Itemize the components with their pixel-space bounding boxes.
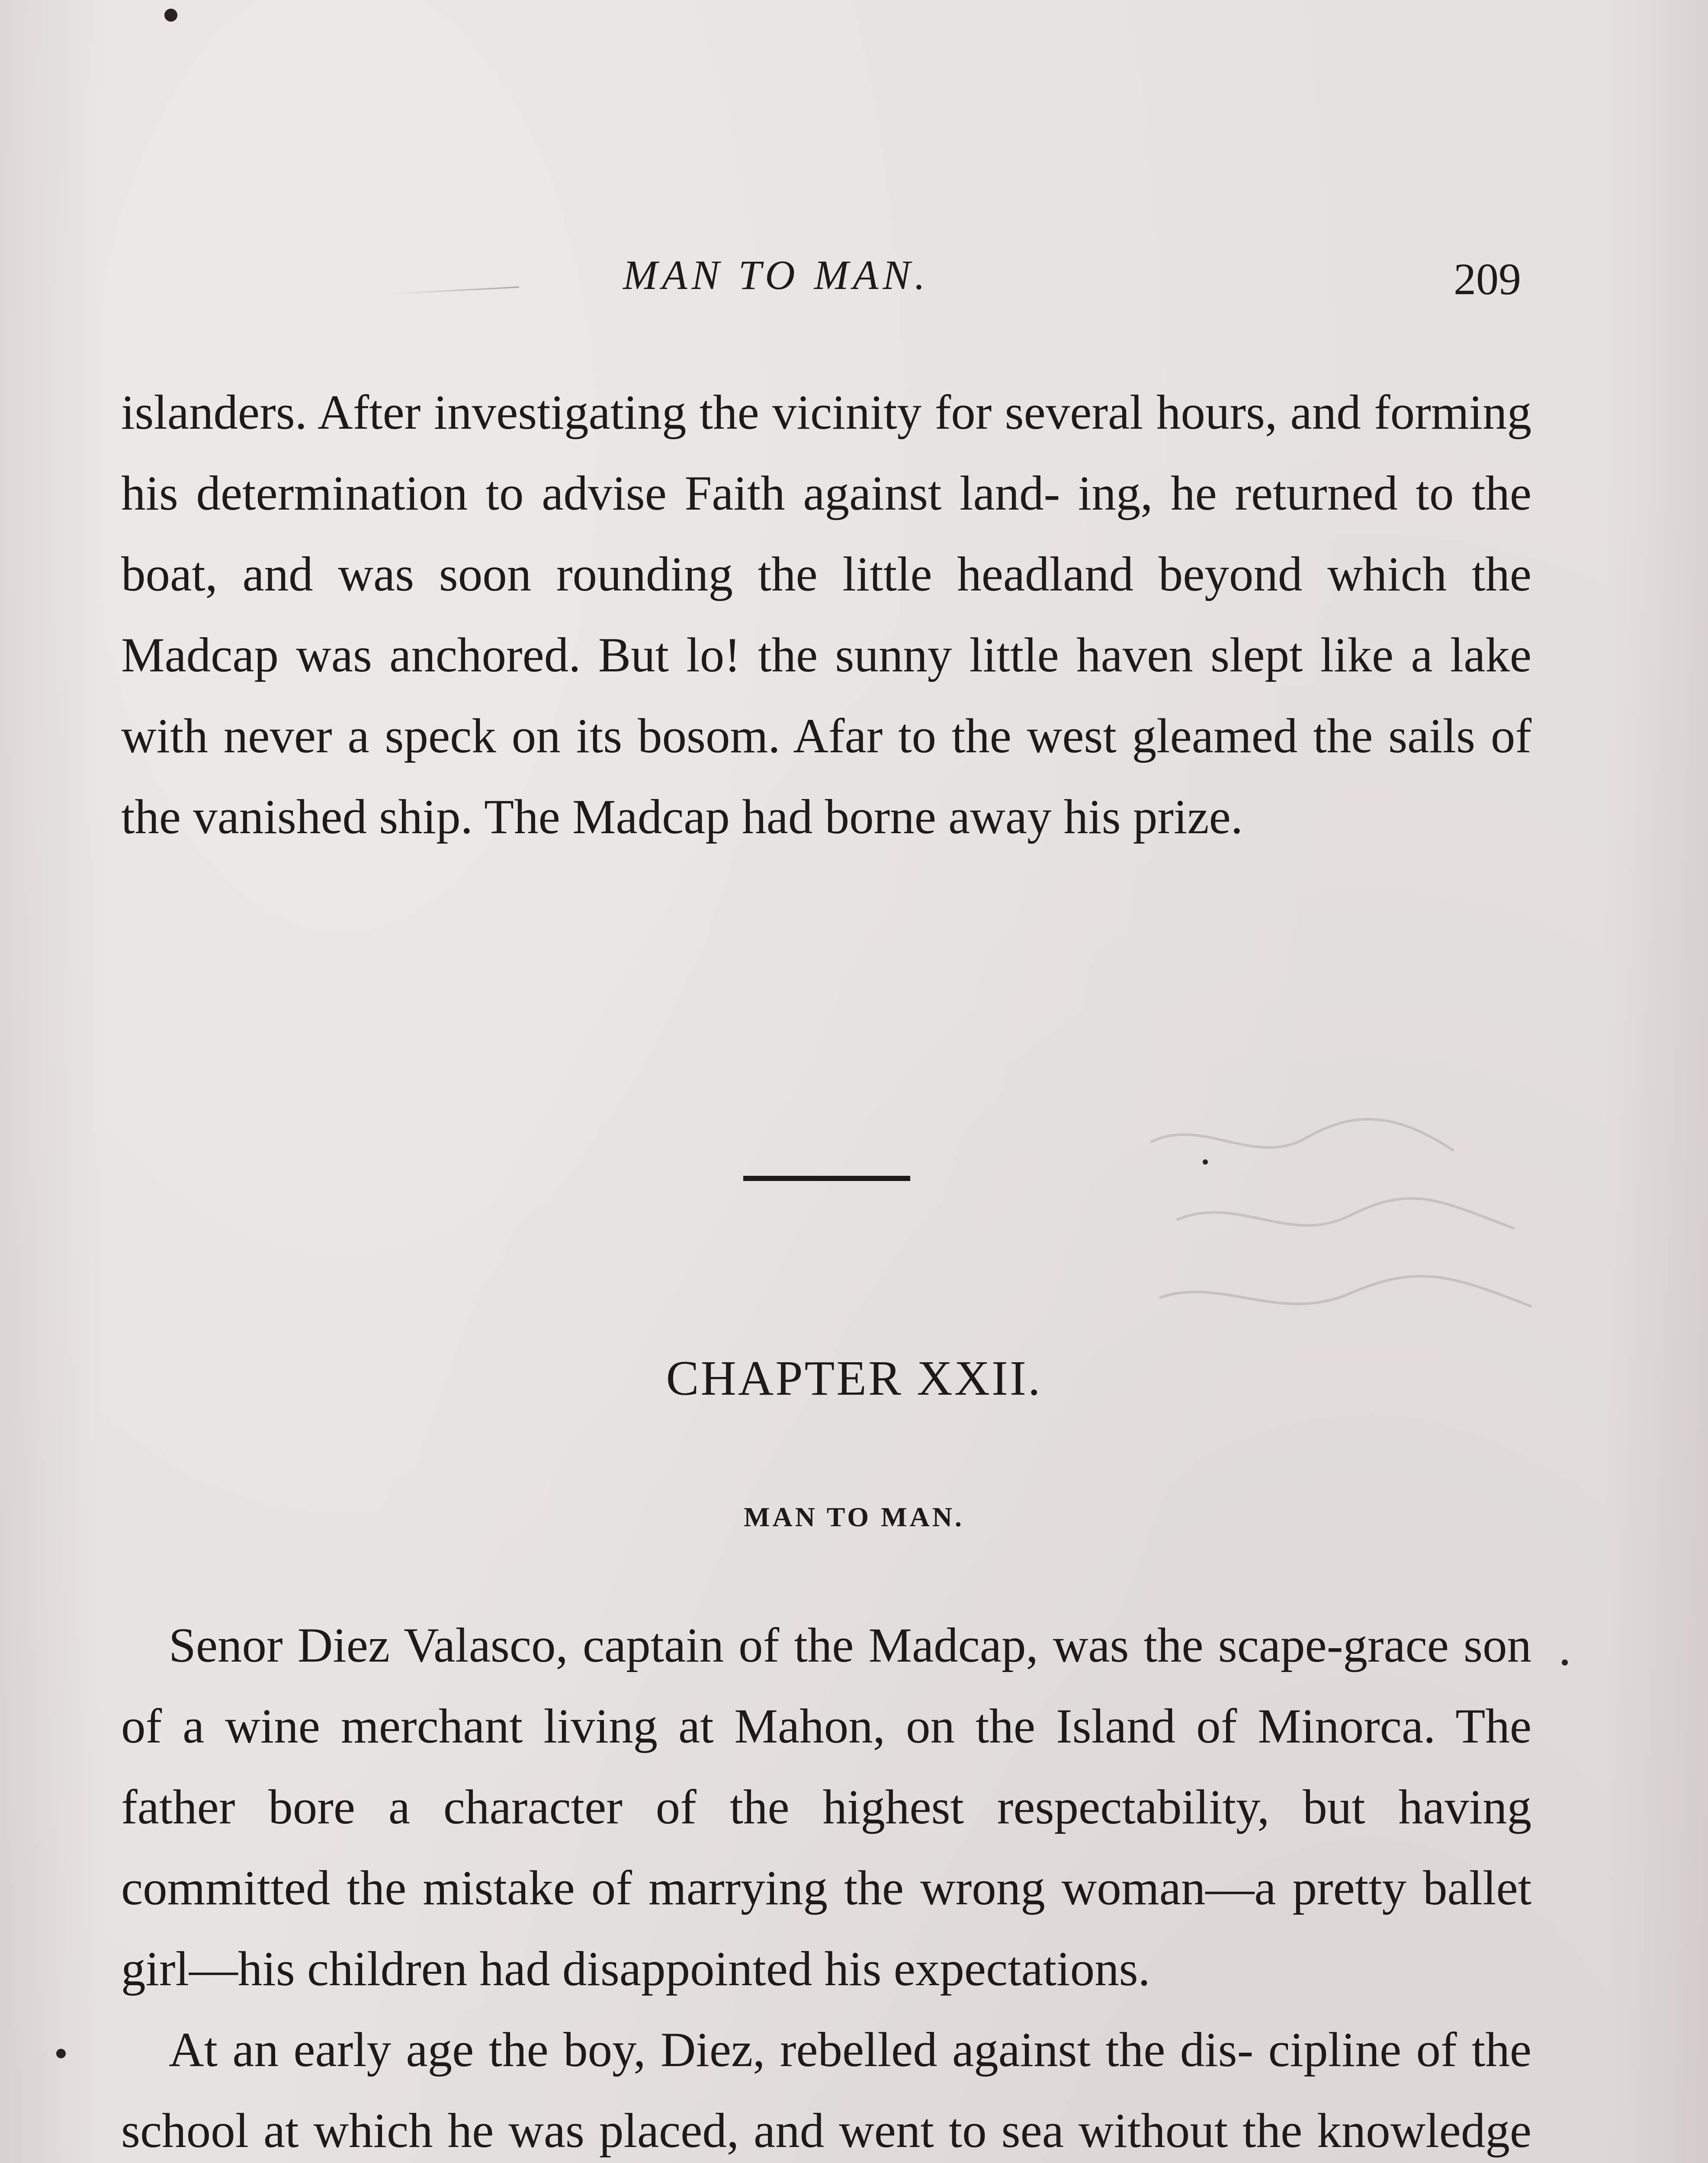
paper-speck: [1203, 1159, 1208, 1165]
text-line: and forming his determination to advise Faith against land-: [121, 385, 1532, 520]
paper-speck: [56, 2049, 66, 2058]
text-line: cipline of the school at which he was placed, and went to: [121, 2023, 1531, 2158]
text-line: Senor Diez Valasco, captain of the Madcap, was the: [169, 1618, 1204, 1672]
chapter-body: [121, 1605, 1531, 2163]
paragraph: [121, 2009, 1531, 2163]
running-head: [0, 242, 1708, 304]
continued-paragraph: [121, 372, 1531, 857]
text-line: At an early age the boy, Diez, rebelled against the dis-: [169, 2023, 1254, 2077]
text-line: But lo! the sunny little haven slept like a lake with never: [121, 628, 1531, 763]
text-line: sea without the knowledge: [1001, 2104, 1531, 2158]
show-through-ink-bleed: [1125, 1090, 1557, 1393]
text-line: of marrying the wrong woman—a pretty ballet girl—his: [121, 1861, 1532, 1996]
running-title: MAN TO MAN.: [623, 252, 930, 298]
section-divider-rule: [743, 1176, 910, 1181]
text-line: a speck on its bosom. Afar to the west gleamed the sails: [347, 709, 1476, 763]
text-line: children had disappointed his expectations.: [307, 1942, 1150, 1996]
text-line: scape-grace son of a wine merchant living at Mahon, on: [121, 1618, 1531, 1753]
paragraph: [121, 372, 1531, 857]
paragraph: [121, 1605, 1531, 2009]
chapter-subtitle: MAN TO MAN.: [744, 1502, 964, 1532]
text-line: little headland beyond which the Madcap was anchored.: [121, 547, 1531, 682]
text-line: islanders. After investigating the vicinity for several hours,: [121, 385, 1278, 440]
paper-speck: [1562, 1659, 1568, 1666]
head-smudge-line: [389, 286, 519, 295]
paper-speck: [164, 9, 177, 22]
text-line: highest respectability, but having committed the mistake: [121, 1780, 1532, 1915]
text-line: of the vanished ship. The Madcap had borne away his: [121, 709, 1532, 844]
page-number: 209: [1454, 254, 1521, 304]
text-line: ing, he returned to the boat, and was soon rounding the: [121, 466, 1532, 601]
text-line: the Island of Minorca. The father bore a character of the: [121, 1699, 1531, 1834]
text-line: prize.: [1133, 790, 1243, 844]
chapter-title: CHAPTER XXII.: [666, 1351, 1042, 1406]
